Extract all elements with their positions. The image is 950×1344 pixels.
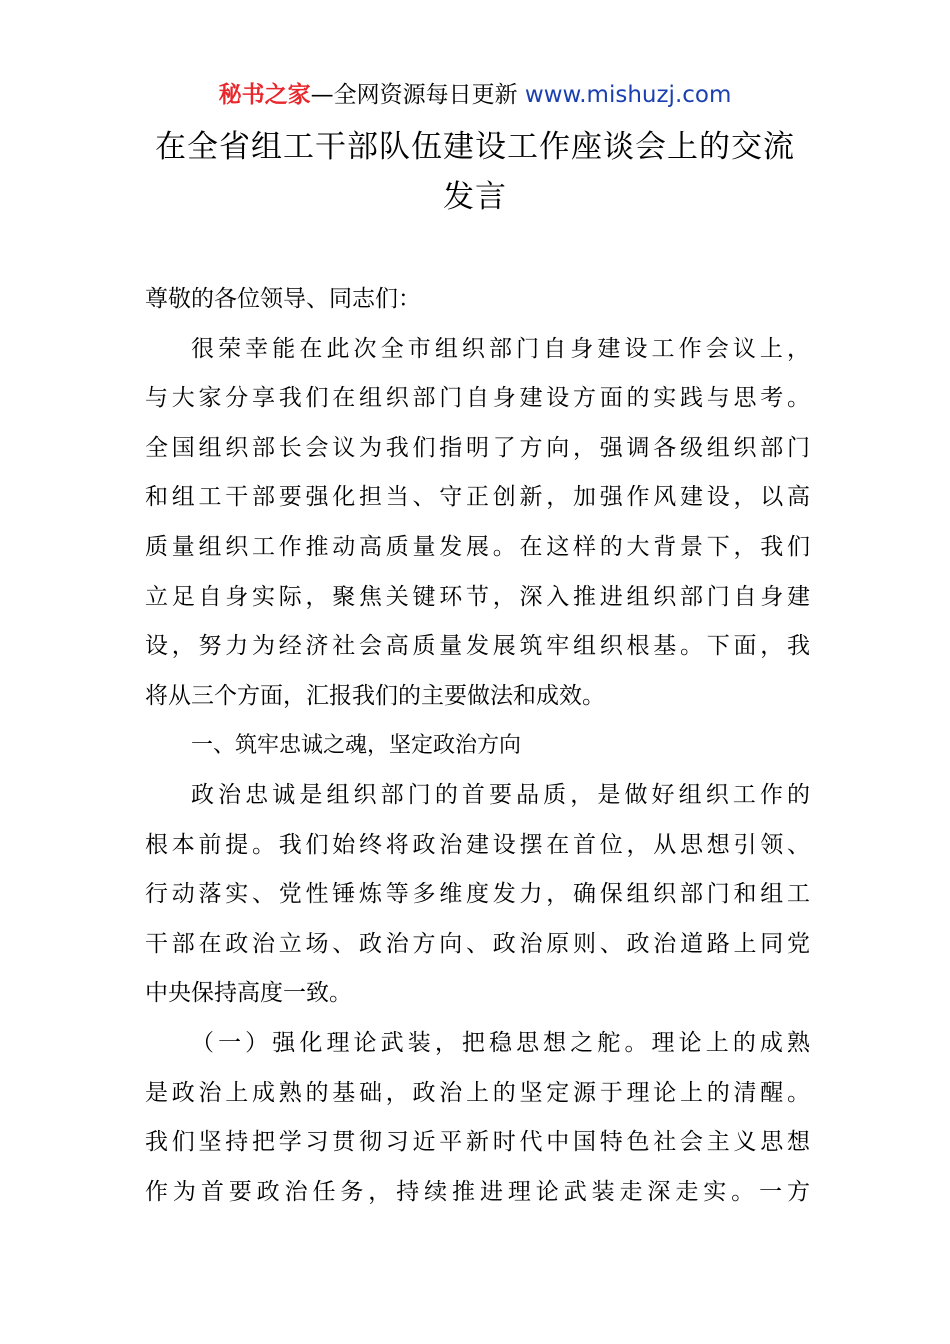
text-line: 质量组织工作推动高质量发展。在这样的大背景下，我们 xyxy=(145,533,810,560)
banner-url[interactable]: www.mishuzj.com xyxy=(524,82,732,108)
subsection-line: （一）强化理论武装，把稳思想之舵。理论上的成熟 xyxy=(191,1029,810,1056)
document-title xyxy=(150,122,800,222)
text-line: 与大家分享我们在组织部门自身建设方面的实践与思考。 xyxy=(145,385,810,412)
text-line: 干部在政治立场、政治方向、政治原则、政治道路上同党 xyxy=(145,930,810,957)
text-line: 根本前提。我们始终将政治建设摆在首位，从思想引领、 xyxy=(145,831,810,858)
section-heading: 一、筑牢忠诚之魂，坚定政治方向 xyxy=(191,733,522,759)
banner-tagline: —全网资源每日更新 xyxy=(310,82,525,108)
text-line: 将从三个方面，汇报我们的主要做法和成效。 xyxy=(145,682,605,709)
brand-name: 秘书之家 xyxy=(218,82,311,108)
text-line: 作为首要政治任务，持续推进理论武装走深走实。一方 xyxy=(145,1178,810,1205)
text-line: 我们坚持把学习贯彻习近平新时代中国特色社会主义思想 xyxy=(145,1129,810,1156)
text-line: 设，努力为经济社会高质量发展筑牢组织根基。下面，我 xyxy=(145,633,810,660)
text-line: 行动落实、党性锤炼等多维度发力，确保组织部门和组工 xyxy=(145,881,810,908)
text-line: 中央保持高度一致。 xyxy=(145,980,352,1007)
text-line: 是政治上成熟的基础，政治上的坚定源于理论上的清醒。 xyxy=(145,1079,810,1106)
text-line: 和组工干部要强化担当、守正创新，加强作风建设，以高 xyxy=(145,484,810,511)
title-line-1: 在全省组工干部队伍建设工作座谈会上的交流 xyxy=(155,129,795,165)
text-line: 很荣幸能在此次全市组织部门自身建设工作会议上， xyxy=(191,335,810,362)
title-line-2: 发言 xyxy=(443,179,507,215)
salutation: 尊敬的各位领导、同志们： xyxy=(145,286,421,312)
document-body xyxy=(145,275,810,1217)
site-banner xyxy=(0,78,950,112)
text-line: 立足自身实际，聚焦关键环节，深入推进组织部门自身建 xyxy=(145,583,810,610)
text-line: 全国组织部长会议为我们指明了方向，强调各级组织部门 xyxy=(145,434,810,461)
text-line: 政治忠诚是组织部门的首要品质，是做好组织工作的 xyxy=(191,781,810,808)
